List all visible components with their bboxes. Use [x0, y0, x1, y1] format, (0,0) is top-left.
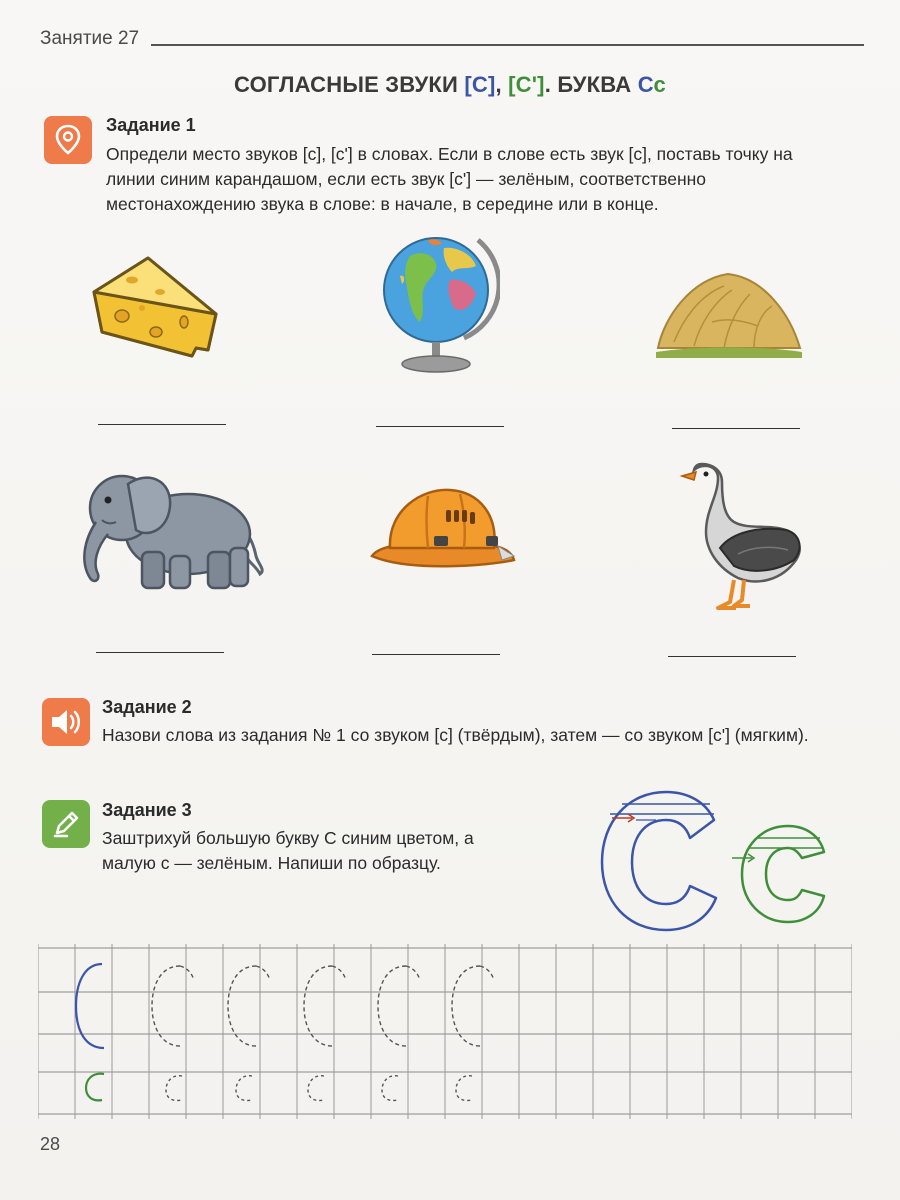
page-number: 28 [40, 1134, 61, 1154]
answer-line-elephant[interactable] [96, 652, 224, 653]
answer-line-goose[interactable] [668, 656, 796, 657]
helmet-picture [368, 480, 518, 580]
elephant-picture [70, 460, 270, 594]
lower-letter-outline[interactable] [732, 826, 824, 922]
sample-upper-c [76, 964, 104, 1048]
task2-text: Назови слова из задания № 1 со звуком [с] (твёрдым), затем — со звуком [с'] (мягким). [102, 725, 809, 745]
globe-picture [380, 228, 500, 378]
title-letter [638, 72, 666, 97]
lesson-label: Занятие 27 [40, 28, 140, 49]
answer-line-cheese[interactable] [98, 424, 226, 425]
title-part1: СОГЛАСНЫЕ ЗВУКИ [234, 72, 465, 97]
task1-text: Определи место звуков [с], [с'] в словах. Если в слове есть звук [с], поставь точку на линии синим карандашом, если есть звук [с'] — зелёным, соответственно местонахождению звука в слове: в начале, в середине или в конце. [106, 144, 793, 214]
dotted-lower-letters [166, 1076, 472, 1101]
page-title [0, 72, 900, 98]
location-pin-icon [44, 116, 92, 164]
lesson-header [40, 26, 864, 50]
answer-line-haystack[interactable] [672, 428, 800, 429]
task3-heading: Задание 3 [102, 800, 192, 820]
title-letter-upper: С [637, 72, 654, 97]
haystack-picture [654, 262, 804, 362]
task2-heading: Задание 2 [102, 697, 192, 717]
upper-letter-outline[interactable] [602, 792, 716, 930]
answer-line-helmet[interactable] [372, 654, 500, 655]
task3-text: Заштрихуй большую букву С синим цветом, а малую с — зелёным. Напиши по образцу. [102, 828, 474, 873]
cheese-picture [88, 252, 228, 362]
answer-line-globe[interactable] [376, 426, 504, 427]
header-rule [151, 44, 864, 46]
title-sound-hard: [С] [464, 72, 496, 97]
title-letter-lower: с [653, 72, 666, 97]
sample-lower-c [86, 1074, 104, 1101]
pencil-icon [42, 800, 90, 848]
task1-heading: Задание 1 [106, 115, 196, 135]
title-sound-soft: [С'] [508, 72, 545, 97]
grid-vertical-lines [38, 944, 852, 1119]
speaker-icon [42, 698, 90, 746]
big-letter-outlines [592, 786, 832, 936]
goose-picture [678, 460, 808, 612]
handwriting-grid[interactable] [38, 944, 852, 1119]
title-sep: , [495, 72, 509, 97]
title-part2: . БУКВА [544, 72, 638, 97]
